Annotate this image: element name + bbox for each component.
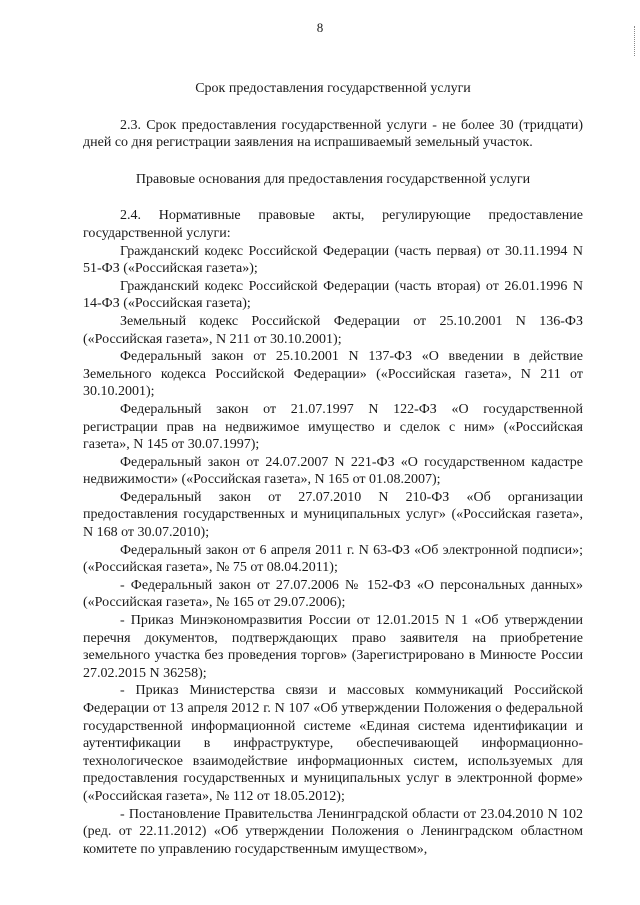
paragraph: 2.3. Срок предоставления государственной услуги - не более 30 (тридцати) дней со дня регистрации заявления на испрашиваемый земельный участок. (83, 117, 583, 151)
page-number: 8 (316, 20, 324, 35)
section-heading-legal-basis: Правовые основания для предоставления государственной услуги (135, 171, 531, 187)
paragraph: Федеральный закон от 25.10.2001 N 137-ФЗ «О введении в действие Земельного кодекса Российской Федерации» («Российская газета», N 211 от 30.10.2001); (83, 349, 583, 400)
paragraph: - Приказ Министерства связи и массовых коммуникаций Российской Федерации от 13 апреля 2012 г. N 107 «Об утверждении Положения о федеральной государственной информационной системе «Единая система идентификации и аутентификации в инфраструктуре, обеспечивающей информационно-технологическое взаимодействие информационных систем, используемых для предоставления государственных и муниципальных услуг в электронной форме» («Российская газета», № 112 от 18.05.2012); (83, 683, 583, 804)
paragraph: Гражданский кодекс Российской Федерации (часть первая) от 30.11.1994 N 51-ФЗ («Российская газета»); (83, 243, 583, 277)
paragraph: - Федеральный закон от 27.07.2006 № 152-ФЗ «О персональных данных» («Российская газета», № 165 от 29.07.2006); (83, 577, 583, 611)
paragraph: Федеральный закон от 27.07.2010 N 210-ФЗ «Об организации предоставления государственных и муниципальных услуг» («Российская газета», N 168 от 30.07.2010); (83, 489, 583, 541)
document-body (83, 80, 583, 858)
paragraph: 2.4. Нормативные правовые акты, регулирующие предоставление государственной услуги: (83, 208, 583, 241)
paragraph: - Приказ Минэкономразвития России от 12.01.2015 N 1 «Об утверждении перечня документов, подтверждающих право заявителя на приобретение земельного участка без проведения торгов» (Зарегистрировано в Минюсте России 27.02.2015 N 36258); (83, 613, 583, 681)
spacer (83, 98, 583, 117)
spacer (83, 152, 583, 171)
spacer (83, 188, 583, 207)
paragraph: Земельный кодекс Российской Федерации от 25.10.2001 N 136-ФЗ («Российская газета», N 211 от 30.10.2001); (83, 313, 583, 347)
paragraph: Федеральный закон от 24.07.2007 N 221-ФЗ «О государственном кадастре недвижимости» («Российская газета», N 165 от 01.08.2007); (83, 454, 583, 488)
paragraph: Гражданский кодекс Российской Федерации (часть вторая) от 26.01.1996 N 14-ФЗ («Российская газета); (83, 278, 583, 312)
paragraph: - Постановление Правительства Ленинградской области от 23.04.2010 N 102 (ред. от 22.11.2012) «Об утверждении Положения о Ленинградском областном комитете по управлению государственным имуществом», (83, 806, 583, 857)
paragraph: Федеральный закон от 21.07.1997 N 122-ФЗ «О государственной регистрации прав на недвижимое имущество и сделок с ним» («Российская газета», N 145 от 30.07.1997); (83, 401, 583, 453)
section-heading-term: Срок предоставления государственной услуги (195, 81, 471, 96)
paragraph: Федеральный закон от 6 апреля 2011 г. N 63-ФЗ «Об электронной подписи»; («Российская газета», № 75 от 08.04.2011); (83, 542, 583, 576)
edge-scan-mark (634, 26, 638, 56)
